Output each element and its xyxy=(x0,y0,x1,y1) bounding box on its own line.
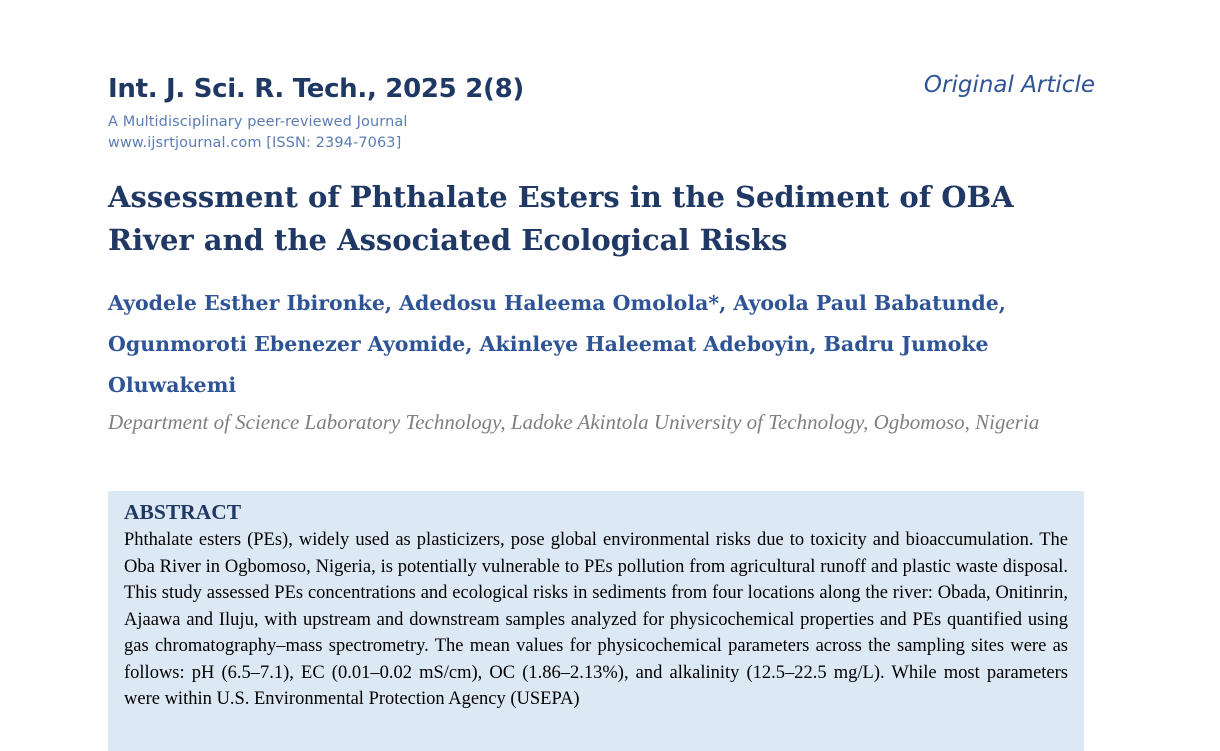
journal-website[interactable]: www.ijsrtjournal.com [ISSN: 2394-7063] xyxy=(108,135,402,151)
journal-citation: Int. J. Sci. R. Tech., 2025 2(8) xyxy=(108,74,524,104)
abstract-text: Phthalate esters (PEs), widely used as plasticizers, pose global environmental risks due to toxicity and bioaccumulation. The Oba River in Ogbomoso, Nigeria, is potentially vulnerable to PEs pollution from agricultural runoff and plastic waste disposal. This study assessed PEs concentrations and ecological risks in sediments from four locations along the river: Obada, Onitinrin, Ajaawa and Iluju, with upstream and downstream samples analyzed for physicochemical properties and PEs quantified using gas chromatography–mass spectrometry. The mean values for physicochemical parameters across the sampling sites were as follows: pH (6.5–7.1), EC (0.01–0.02 mS/cm), OC (1.86–2.13%), and alkalinity (12.5–22.5 mg/L). While most parameters were within U.S. Environmental Protection Agency (USEPA) xyxy=(124,530,1068,709)
abstract-heading: ABSTRACT xyxy=(124,500,242,524)
author-affiliation: Department of Science Laboratory Technology, Ladoke Akintola University of Technology, Ogbomoso, Nigeria xyxy=(108,410,1040,434)
journal-tagline: A Multidisciplinary peer-reviewed Journal xyxy=(108,114,408,130)
article-title: Assessment of Phthalate Esters in the Sediment of OBA River and the Associated Ecological Risks xyxy=(108,180,1014,257)
article-type-label: Original Article xyxy=(923,72,1095,98)
abstract-section xyxy=(108,491,1084,751)
author-list: Ayodele Esther Ibironke, Adedosu Haleema Omolola*, Ayoola Paul Babatunde, Ogunmoroti Ebenezer Ayomide, Akinleye Haleemat Adeboyin, Badru Jumoke Oluwakemi xyxy=(108,291,1006,397)
